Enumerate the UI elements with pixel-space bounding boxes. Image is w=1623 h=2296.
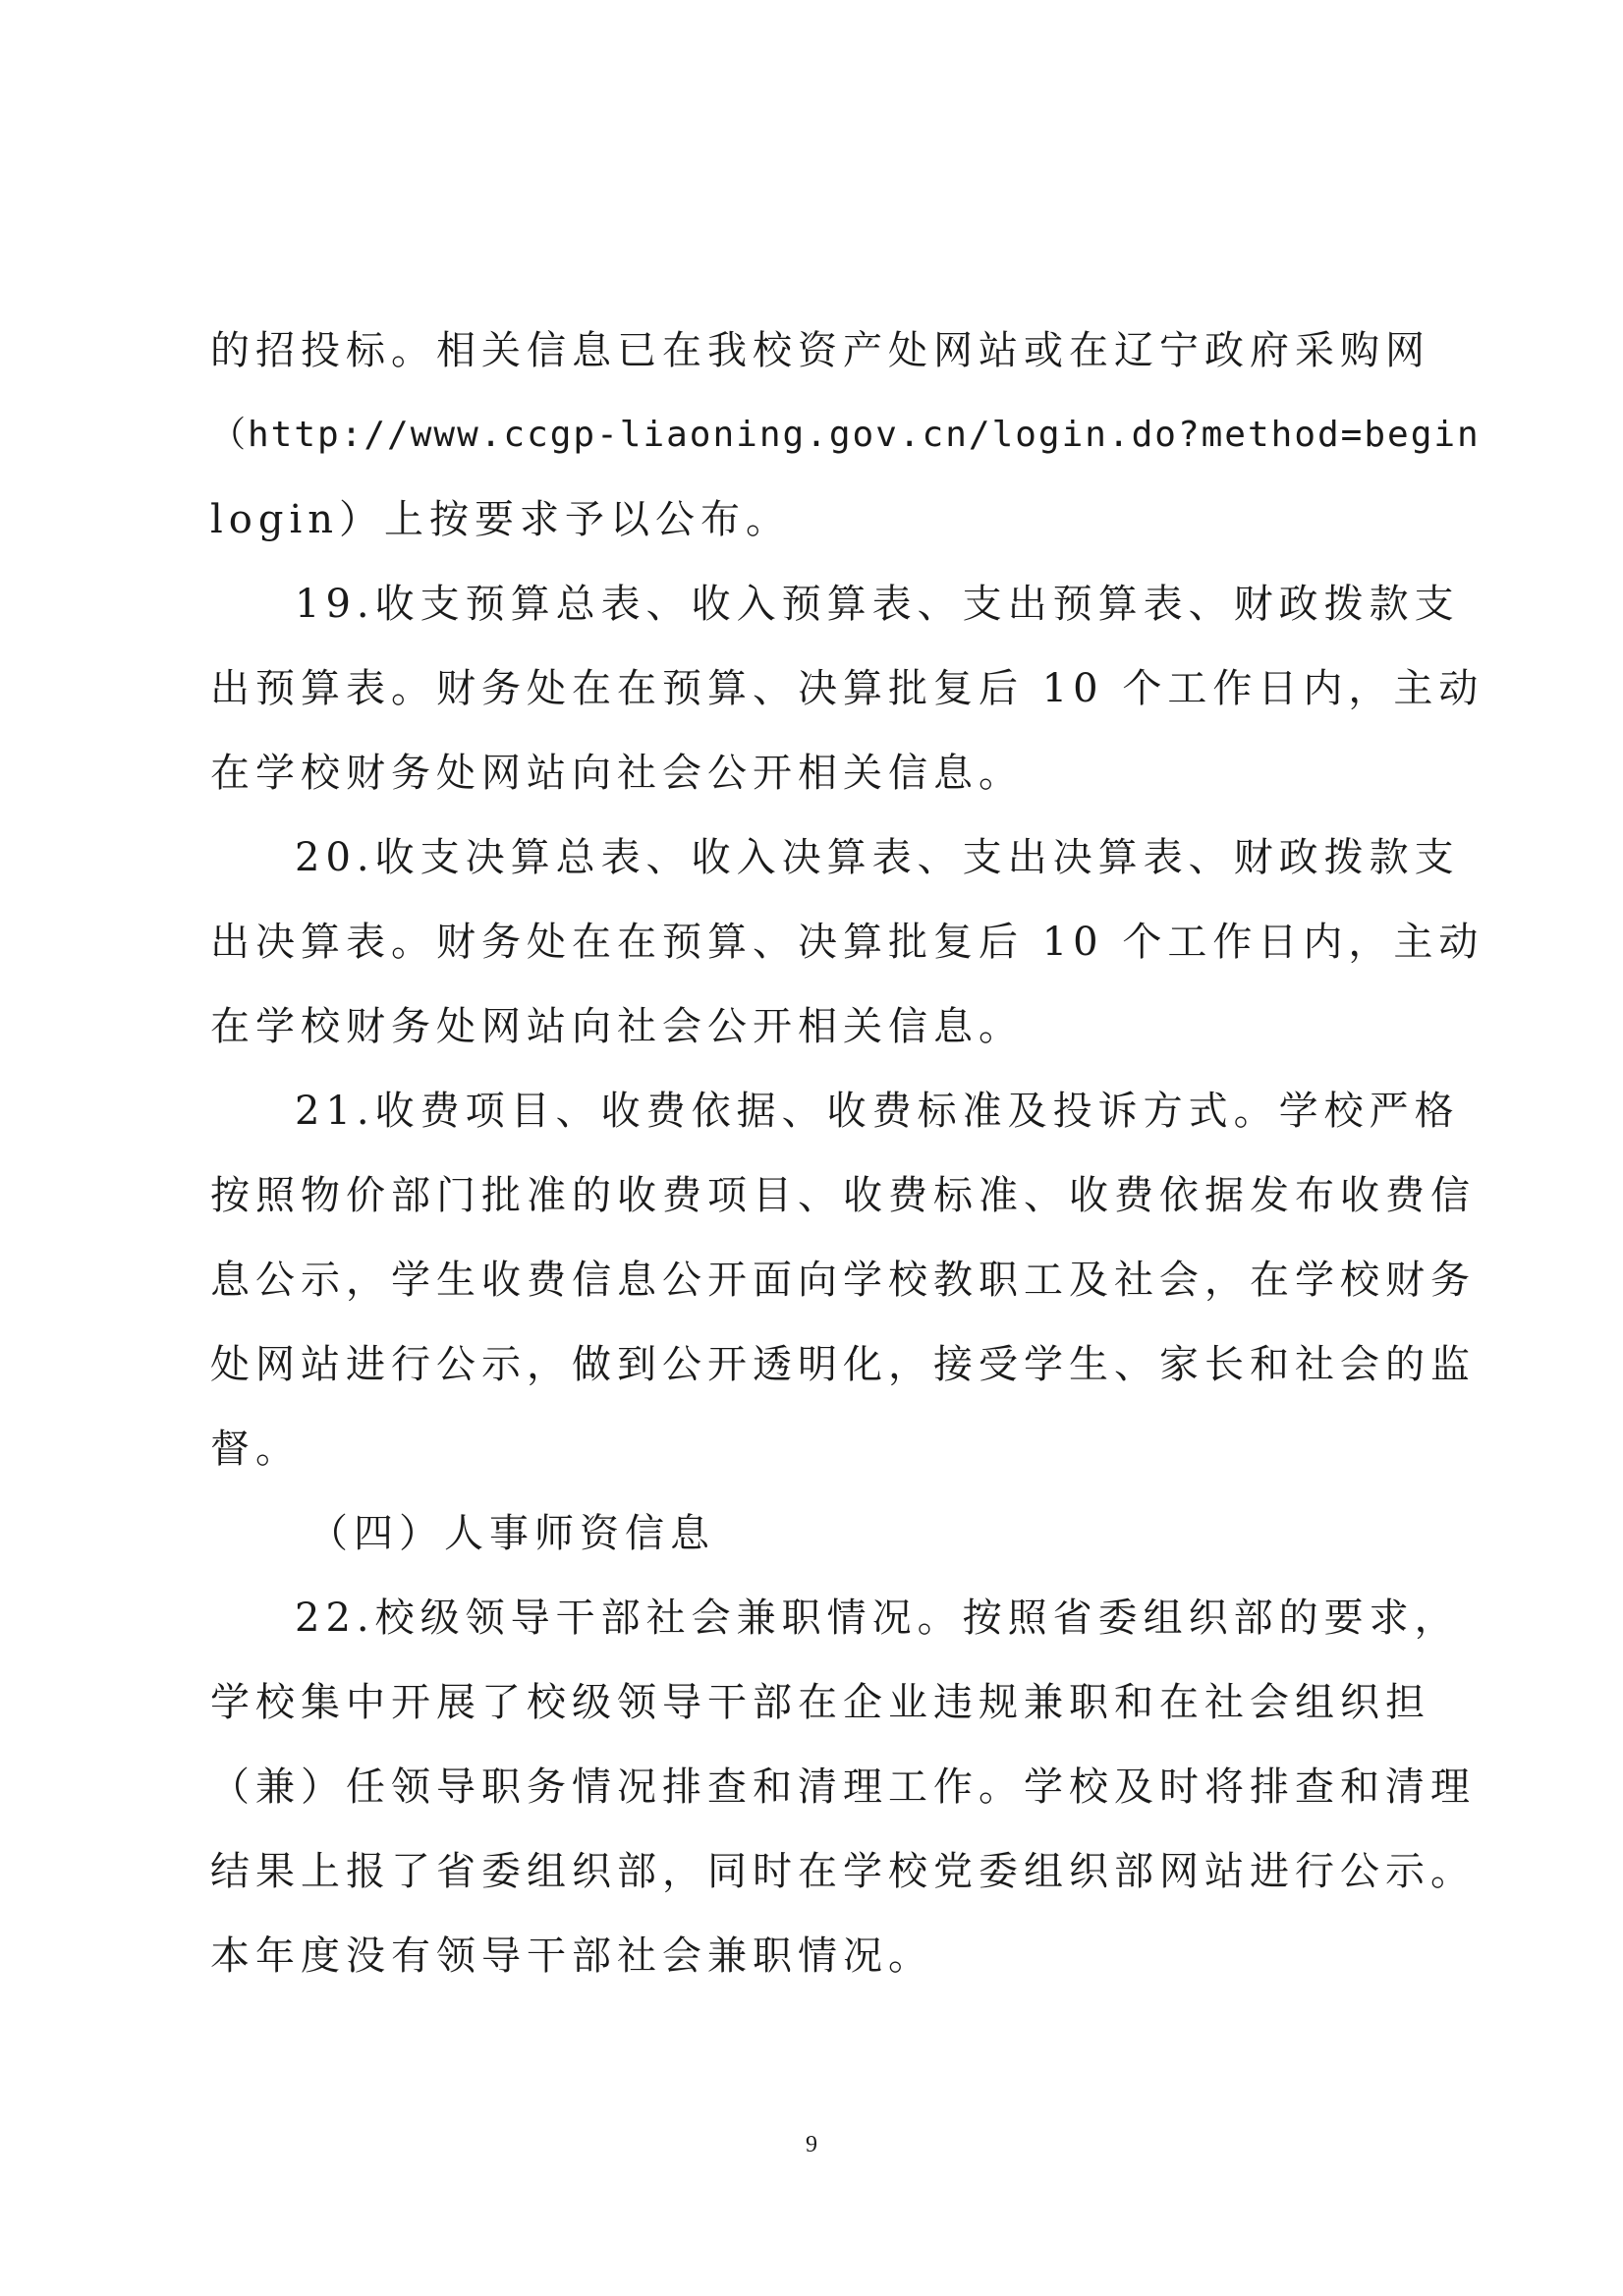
text-line: 督。 bbox=[210, 1427, 301, 1472]
body-text bbox=[210, 308, 1484, 1998]
item-22-start: 22.校级领导干部社会兼职情况。按照省委组织部的要求， bbox=[295, 1596, 1460, 1641]
text-line: 本年度没有领导干部社会兼职情况。 bbox=[210, 1933, 933, 1979]
text-line: 按照物价部门批准的收费项目、收费标准、收费依据发布收费信 bbox=[210, 1173, 1476, 1218]
text-line: 的招投标。相关信息已在我校资产处网站或在辽宁政府采购网 bbox=[210, 328, 1430, 373]
text-line: 学校集中开展了校级领导干部在企业违规兼职和在社会组织担 bbox=[210, 1680, 1430, 1725]
url-line: （http://www.ccgp-liaoning.gov.cn/login.do?method=begin bbox=[210, 415, 1481, 455]
item-19-start: 19.收支预算总表、收入预算表、支出预算表、财政拨款支 bbox=[295, 582, 1460, 627]
text-line: 处网站进行公示，做到公开透明化，接受学生、家长和社会的监 bbox=[210, 1342, 1476, 1387]
section-heading: （四）人事师资信息 bbox=[308, 1511, 715, 1556]
text-line: 在学校财务处网站向社会公开相关信息。 bbox=[210, 1004, 1024, 1049]
text-line: 结果上报了省委组织部，同时在学校党委组织部网站进行公示。 bbox=[210, 1849, 1476, 1894]
text-line: （兼）任领导职务情况排查和清理工作。学校及时将排查和清理 bbox=[210, 1764, 1476, 1810]
text-line: login）上按要求予以公布。 bbox=[210, 497, 792, 542]
page-number: 9 bbox=[806, 2132, 817, 2157]
text-line: 在学校财务处网站向社会公开相关信息。 bbox=[210, 751, 1024, 796]
text-line: 息公示，学生收费信息公开面向学校教职工及社会，在学校财务 bbox=[210, 1258, 1476, 1303]
text-line: 出决算表。财务处在在预算、决算批复后 10 个工作日内，主动 bbox=[210, 920, 1484, 965]
item-21-start: 21.收费项目、收费依据、收费标准及投诉方式。学校严格 bbox=[295, 1089, 1460, 1134]
text-line: 出预算表。财务处在在预算、决算批复后 10 个工作日内，主动 bbox=[210, 666, 1484, 711]
item-20-start: 20.收支决算总表、收入决算表、支出决算表、财政拨款支 bbox=[295, 835, 1460, 880]
